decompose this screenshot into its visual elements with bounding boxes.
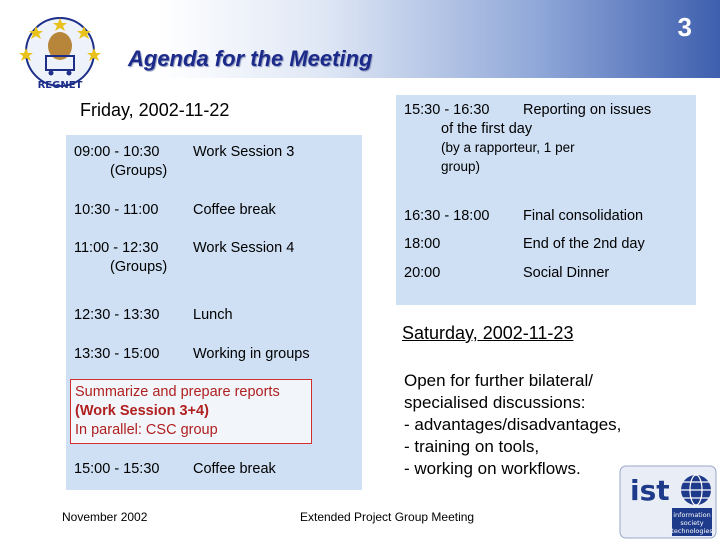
- saturday-line: Open for further bilateral/: [404, 371, 593, 390]
- regnet-logo: [10, 12, 110, 94]
- row-time: 20:00: [404, 265, 441, 281]
- slide-number: 3: [677, 12, 692, 42]
- row-item: Coffee break: [193, 461, 276, 477]
- reporting-title: Reporting on issues: [523, 102, 652, 118]
- saturday-line: - advantages/disadvantages,: [404, 415, 622, 434]
- reporting-time: 15:30 - 16:30: [404, 102, 490, 118]
- svg-text:technologies: technologies: [671, 527, 713, 535]
- row-item: Final consolidation: [523, 208, 644, 224]
- svg-text:REGNET: REGNET: [37, 80, 83, 91]
- row-time: 15:00 - 15:30: [74, 461, 160, 477]
- row-time: 09:00 - 10:30: [74, 144, 160, 160]
- reporting-line: (by a rapporteur, 1 per: [441, 140, 575, 155]
- row-time: 10:30 - 11:00: [74, 202, 159, 218]
- saturday-list: [404, 370, 621, 480]
- svg-text:ist: ist: [630, 474, 670, 507]
- summary-line-bold: (Work Session 3+4): [75, 403, 209, 419]
- friday-heading: Friday, 2002-11-22: [80, 100, 230, 120]
- page-title: Agenda for the Meeting: [128, 46, 373, 71]
- summary-line: In parallel: CSC group: [75, 422, 218, 438]
- ist-logo: [618, 462, 718, 540]
- reporting-line: of the first day: [441, 121, 533, 137]
- row-time: 18:00: [404, 236, 441, 252]
- row-item: Working in groups: [193, 346, 310, 362]
- row-item: Social Dinner: [523, 265, 610, 281]
- row-time: 13:30 - 15:00: [74, 346, 160, 362]
- row-item: End of the 2nd day: [523, 236, 645, 252]
- row-item: Lunch: [193, 307, 233, 323]
- row-item: Work Session 3: [193, 144, 295, 160]
- summary-box: [70, 379, 312, 444]
- svg-text:information: information: [673, 511, 711, 519]
- reporting-line: group): [441, 159, 481, 174]
- row-item: Coffee break: [193, 202, 276, 218]
- row-time: 16:30 - 18:00: [404, 208, 490, 224]
- saturday-heading: Saturday, 2002-11-23: [402, 323, 574, 343]
- saturday-line: specialised discussions:: [404, 393, 586, 412]
- svg-text:society: society: [680, 519, 704, 527]
- row-sub: (Groups): [110, 259, 168, 275]
- footer-date: November 2002: [62, 510, 148, 524]
- row-item: Work Session 4: [193, 240, 295, 256]
- row-time: 11:00 - 12:30: [74, 240, 159, 256]
- saturday-line: - training on tools,: [404, 437, 540, 456]
- footer-event: Extended Project Group Meeting: [300, 510, 475, 524]
- row-sub: (Groups): [110, 163, 168, 179]
- row-time: 12:30 - 13:30: [74, 307, 160, 323]
- saturday-line: - working on workflows.: [404, 459, 581, 478]
- summary-line: Summarize and prepare reports: [75, 384, 280, 400]
